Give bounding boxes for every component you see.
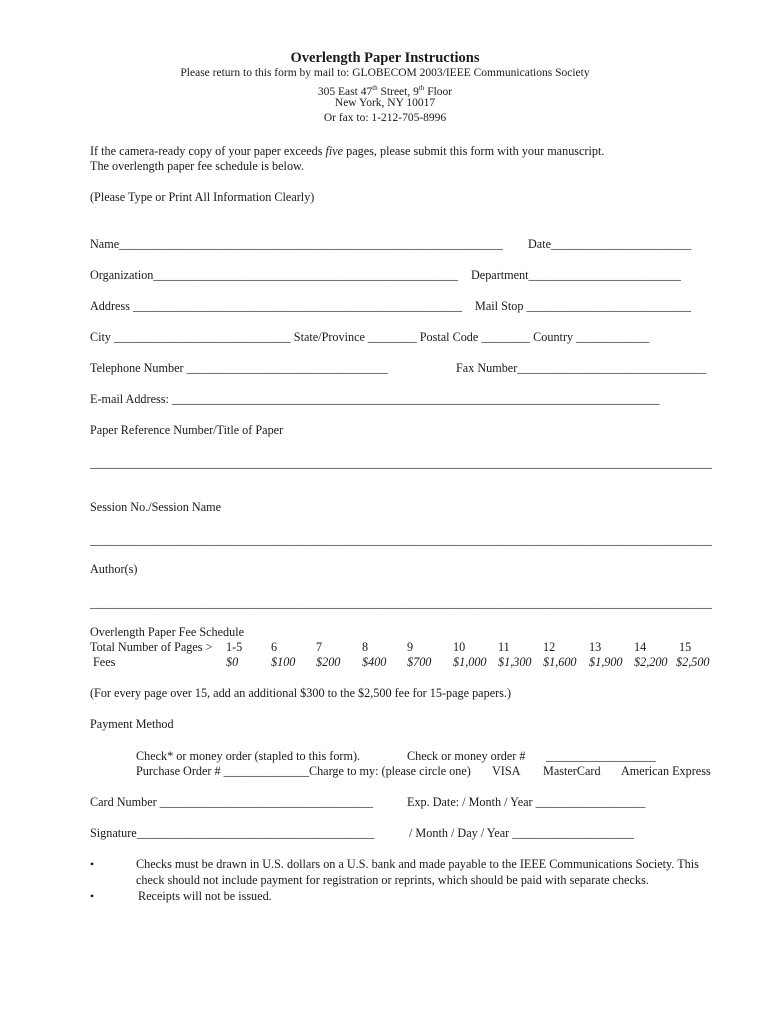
- fee-amount: $400: [362, 655, 387, 669]
- session-line[interactable]: [90, 532, 712, 548]
- paper-reference-label: Paper Reference Number/Title of Paper: [90, 423, 284, 437]
- page-count: 7: [316, 640, 323, 654]
- amex-option[interactable]: American Express: [621, 764, 711, 778]
- fee-amount: $1,300: [498, 655, 532, 669]
- department-field[interactable]: Department_________________________: [471, 268, 681, 282]
- city-address: New York, NY 10017: [334, 97, 436, 109]
- page-count: 8: [362, 640, 369, 654]
- bullet-icon: •: [90, 857, 95, 871]
- authors-label: Author(s): [90, 562, 138, 576]
- fee-amount: $1,000: [453, 655, 487, 669]
- check-note-line-1: Checks must be drawn in U.S. dollars on a U.S. bank and made payable to the IEEE Communications Society. This: [136, 857, 699, 871]
- fee-amount: $200: [316, 655, 341, 669]
- fee-amount: $0: [226, 655, 239, 669]
- fee-amount: $700: [407, 655, 432, 669]
- card-number-field[interactable]: Card Number ___________________________________: [90, 795, 374, 809]
- signature-field[interactable]: Signature_______________________________________: [90, 826, 375, 840]
- organization-field[interactable]: Organization__________________________________________________: [90, 268, 459, 282]
- intro-line-2: The overlength paper fee schedule is below.: [90, 159, 305, 173]
- email-field[interactable]: E-mail Address: ________________________________________________________________________________: [90, 392, 660, 406]
- fax-field[interactable]: Fax Number_______________________________: [456, 361, 707, 375]
- pages-row: [0, 640, 770, 654]
- check-number-field[interactable]: __________________: [546, 749, 656, 763]
- fee-note: (For every page over 15, add an additional $300 to the $2,500 fee for 15-page papers.): [90, 686, 512, 700]
- address-field[interactable]: Address ______________________________________________________: [90, 299, 463, 313]
- mastercard-option[interactable]: MasterCard: [543, 764, 601, 778]
- name-field[interactable]: Name_______________________________________________________________: [90, 237, 504, 251]
- check-note-line-2: check should not include payment for registration or reprints, which should be paid with separate checks.: [136, 873, 649, 887]
- page-title: Overlength Paper Instructions: [290, 50, 480, 66]
- page-count: 10: [453, 640, 466, 654]
- check-option[interactable]: Check* or money order (stapled to this form).: [136, 749, 361, 763]
- check-number-label: Check or money order #: [407, 749, 526, 763]
- fee-amount: $1,900: [589, 655, 623, 669]
- mail-stop-field[interactable]: Mail Stop ___________________________: [475, 299, 691, 313]
- payment-method-heading: Payment Method: [90, 717, 174, 731]
- fee-amount: $2,200: [634, 655, 668, 669]
- page-count: 15: [679, 640, 692, 654]
- date-field[interactable]: Date_______________________: [528, 237, 692, 251]
- page-count: 6: [271, 640, 278, 654]
- fee-amount: $2,500: [676, 655, 710, 669]
- bullet-icon: •: [90, 889, 95, 903]
- fee-amount: $1,600: [543, 655, 577, 669]
- page-count: 12: [543, 640, 556, 654]
- page-count: 1-5: [226, 640, 243, 654]
- street-address: 305 East 47th Street, 9th Floor: [317, 84, 453, 98]
- fees-row-label: Fees: [93, 655, 116, 669]
- page-count: 11: [498, 640, 510, 654]
- expiration-date-field[interactable]: Exp. Date: / Month / Year __________________: [407, 795, 646, 809]
- signature-date-field[interactable]: / Month / Day / Year ____________________: [409, 826, 635, 840]
- return-instructions: Please return to this form by mail to: GLOBECOM 2003/IEEE Communications Society: [180, 67, 590, 79]
- intro-line-1: If the camera-ready copy of your paper exceeds five pages, please submit this form with your manuscript.: [90, 144, 605, 158]
- page-count: 13: [589, 640, 602, 654]
- authors-line[interactable]: [90, 595, 712, 611]
- session-label: Session No./Session Name: [90, 500, 222, 514]
- city-state-postal-country-fields[interactable]: City _____________________________ State/Province ________ Postal Code ________ Country ____________: [90, 330, 650, 344]
- receipt-note: Receipts will not be issued.: [138, 889, 272, 903]
- visa-option[interactable]: VISA: [492, 764, 521, 778]
- purchase-order-field[interactable]: Purchase Order # ______________Charge to my: (please circle one): [136, 764, 471, 778]
- page-count: 9: [407, 640, 414, 654]
- print-instructions: (Please Type or Print All Information Clearly): [90, 190, 315, 204]
- telephone-field[interactable]: Telephone Number _________________________________: [90, 361, 388, 375]
- fax-number: Or fax to: 1-212-705-8996: [323, 112, 447, 124]
- pages-row-label: Total Number of Pages >: [90, 640, 213, 654]
- fees-row: [0, 655, 770, 669]
- page-count: 14: [634, 640, 647, 654]
- fee-amount: $100: [271, 655, 296, 669]
- paper-reference-line[interactable]: [90, 455, 712, 471]
- fee-schedule-heading: Overlength Paper Fee Schedule: [90, 625, 244, 639]
